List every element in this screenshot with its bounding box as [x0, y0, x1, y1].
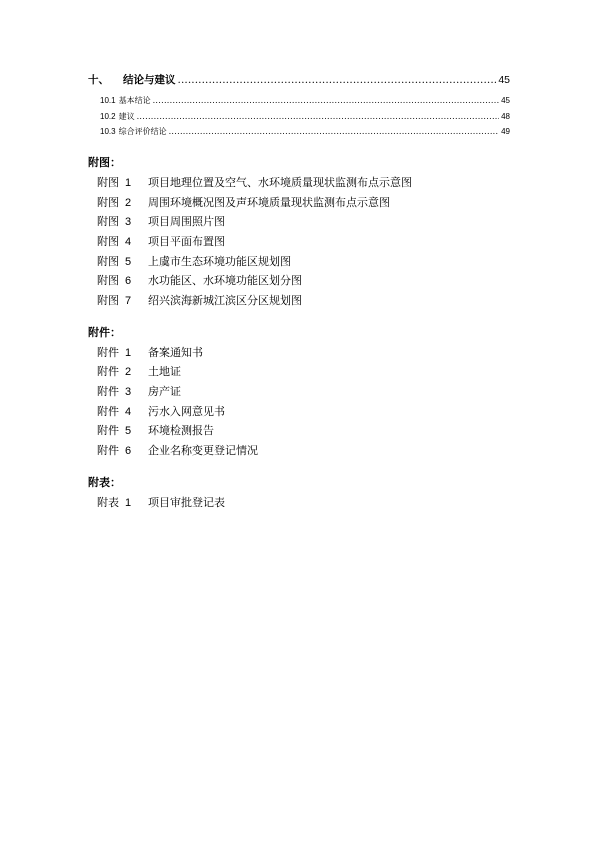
toc-section-title: 建议	[118, 112, 135, 121]
item-title: 项目审批登记表	[148, 496, 225, 509]
item-number: 6	[125, 275, 132, 287]
item-title: 企业名称变更登记情况	[148, 444, 258, 457]
item-prefix: 附图	[97, 274, 119, 287]
item-prefix: 附图	[97, 196, 119, 209]
list-item	[97, 494, 225, 510]
toc-page-number: 48	[501, 112, 510, 121]
toc-chapter-number: 十、	[88, 74, 109, 86]
toc-chapter-title: 结论与建议	[123, 74, 176, 86]
list-item	[97, 174, 412, 190]
attachments-heading: 附件：	[88, 326, 121, 339]
toc-section-title: 基本结论	[118, 96, 151, 105]
item-prefix: 附图	[97, 235, 119, 248]
item-title: 污水入网意见书	[148, 405, 225, 418]
item-title: 上虞市生态环境功能区规划图	[148, 255, 291, 268]
item-title: 水功能区、水环境功能区划分图	[148, 274, 302, 287]
toc-dot-leader	[137, 112, 500, 121]
item-number: 3	[125, 386, 132, 398]
item-prefix: 附件	[97, 424, 119, 437]
item-number: 1	[125, 497, 132, 509]
list-item	[97, 194, 390, 210]
list-item	[97, 422, 214, 438]
item-prefix: 附件	[97, 444, 119, 457]
toc-section-number: 10.3	[100, 127, 116, 136]
item-title: 备案通知书	[148, 346, 203, 359]
toc-section-title: 综合评价结论	[118, 127, 167, 136]
item-title: 项目平面布置图	[148, 235, 225, 248]
item-number: 4	[125, 406, 132, 418]
item-number: 4	[125, 236, 132, 248]
item-number: 1	[125, 347, 132, 359]
item-number: 1	[125, 177, 132, 189]
item-title: 项目地理位置及空气、水环境质量现状监测布点示意图	[148, 176, 412, 189]
toc-section-number: 10.1	[100, 96, 116, 105]
item-number: 2	[125, 366, 132, 378]
list-item	[97, 292, 302, 308]
item-title: 项目周围照片图	[148, 215, 225, 228]
item-prefix: 附图	[97, 176, 119, 189]
item-title: 环境检测报告	[148, 424, 214, 437]
item-prefix: 附件	[97, 405, 119, 418]
item-number: 3	[125, 216, 132, 228]
item-prefix: 附表	[97, 496, 119, 509]
item-title: 土地证	[148, 365, 181, 378]
list-item	[97, 363, 181, 379]
list-item	[97, 213, 225, 229]
tables-heading: 附表：	[88, 476, 121, 489]
figures-heading: 附图：	[88, 156, 121, 169]
item-prefix: 附图	[97, 215, 119, 228]
item-number: 7	[125, 295, 132, 307]
list-item	[97, 442, 258, 458]
list-item	[97, 233, 225, 249]
toc-page-number: 45	[498, 74, 510, 86]
item-title: 绍兴滨海新城江滨区分区规划图	[148, 294, 302, 307]
list-item	[97, 403, 225, 419]
item-prefix: 附图	[97, 294, 119, 307]
item-prefix: 附件	[97, 385, 119, 398]
toc-entry-chapter-10[interactable]	[88, 72, 510, 87]
toc-page-number: 49	[501, 127, 510, 136]
item-title: 房产证	[148, 385, 181, 398]
toc-entry-10-1[interactable]	[100, 95, 510, 106]
toc-section-number: 10.2	[100, 112, 116, 121]
item-number: 6	[125, 445, 132, 457]
list-item	[97, 253, 291, 269]
item-number: 2	[125, 197, 132, 209]
toc-dot-leader	[178, 74, 497, 86]
toc-entry-10-3[interactable]	[100, 126, 510, 137]
list-item	[97, 383, 181, 399]
item-title: 周围环境概况图及声环境质量现状监测布点示意图	[148, 196, 390, 209]
list-item	[97, 272, 302, 288]
item-prefix: 附件	[97, 365, 119, 378]
item-prefix: 附图	[97, 255, 119, 268]
toc-entry-10-2[interactable]	[100, 111, 510, 122]
toc-dot-leader	[153, 96, 500, 105]
toc-page-number: 45	[501, 96, 510, 105]
item-number: 5	[125, 425, 132, 437]
toc-dot-leader	[169, 127, 500, 136]
item-prefix: 附件	[97, 346, 119, 359]
item-number: 5	[125, 256, 132, 268]
list-item	[97, 344, 203, 360]
